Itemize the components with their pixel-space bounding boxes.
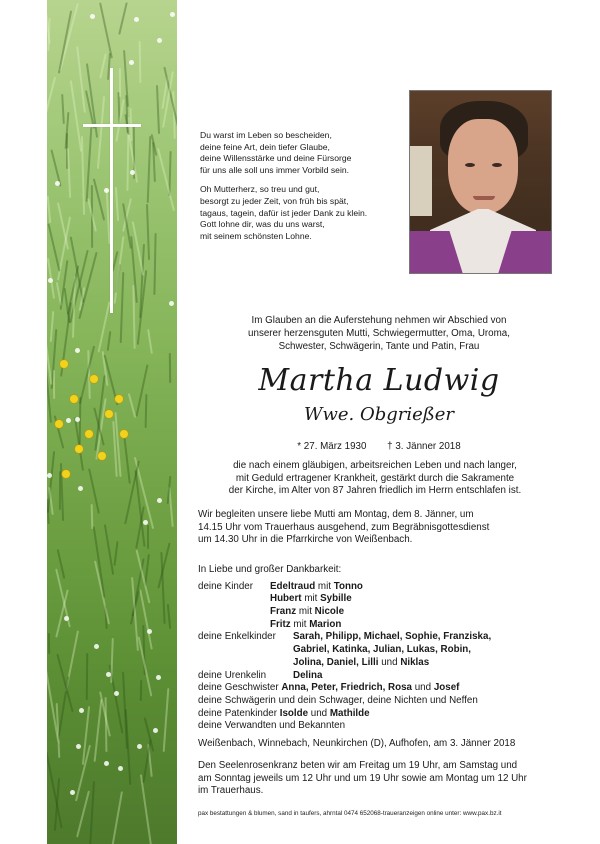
deceased-name: Martha Ludwig — [258, 363, 500, 398]
inlaws-line: deine Schwägerin und dein Schwager, deine Nichten und Neffen — [198, 694, 478, 706]
text-line: im Trauerhaus. — [198, 785, 264, 797]
daisy-icon — [64, 616, 69, 621]
grass-blade — [156, 85, 160, 134]
flower-icon — [62, 470, 70, 478]
family-list — [198, 564, 558, 733]
text-line: die nach einem gläubigen, arbeitsreichen Leben und nach langer, — [233, 460, 517, 471]
daisy-icon — [76, 744, 81, 749]
grass-blade — [58, 10, 72, 73]
siblings-entry — [198, 682, 459, 695]
birth-date: * 27. März 1930 — [297, 441, 367, 452]
grass-blade — [97, 96, 105, 169]
grass-blade — [163, 688, 170, 752]
daisy-icon — [47, 473, 52, 478]
poem — [200, 130, 410, 250]
daisy-icon — [106, 672, 111, 677]
text-line: der Kirche, im Alter von 87 Jahren friedlich im Herrn entschlafen ist. — [228, 485, 522, 497]
und-word: und — [381, 656, 398, 668]
daisy-icon — [147, 629, 152, 634]
daisy-icon — [70, 790, 75, 795]
flower-icon — [75, 445, 83, 453]
godchildren-entry — [198, 708, 370, 721]
grass-blade — [147, 525, 149, 549]
siblings-label: deine Geschwister — [198, 682, 279, 694]
daisy-icon — [157, 38, 162, 43]
und-word: und — [310, 707, 328, 719]
daisy-icon — [130, 170, 135, 175]
text-line: Den Seelenrosenkranz beten wir am Freitag um 19 Uhr, am Samstag und — [198, 760, 518, 771]
flower-icon — [85, 430, 93, 438]
daisy-icon — [134, 17, 139, 22]
godchild-name: Isolde — [279, 707, 309, 719]
text-line: mit Geduld ertragener Krankheit, gestärkt durch die Sakramente — [235, 472, 515, 484]
flower-icon — [115, 395, 123, 403]
poem-line: deine feine Art, dein tiefer Glaube, — [200, 141, 330, 152]
poem-stanza-2 — [200, 184, 410, 242]
spouse-name: Marion — [309, 618, 342, 630]
flower-icon — [120, 430, 128, 438]
grass-blade — [99, 2, 113, 58]
grandchildren-names — [293, 657, 429, 670]
flower-icon — [90, 375, 98, 383]
grass-blade — [139, 41, 142, 83]
grass-blade — [76, 46, 86, 113]
grass-blade — [93, 178, 105, 220]
place-date-line: Weißenbach, Winnebach, Neunkirchen (D), Aufhofen, am 3. Jänner 2018 — [198, 738, 516, 749]
poem-line: Du warst im Leben so bescheiden, — [200, 130, 332, 140]
daisy-icon — [104, 761, 109, 766]
child-entry — [270, 606, 344, 619]
children-label: deine Kinder — [198, 580, 254, 592]
grass-blade — [153, 233, 156, 295]
grass-blade — [57, 676, 70, 743]
text-line: am Sonntag jeweils um 12 Uhr und um 19 Uhr sowie am Montag um 12 Uhr — [198, 772, 527, 784]
grass-blade — [79, 397, 82, 448]
intro-line: Im Glauben an die Auferstehung nehmen wir Abschied von — [251, 315, 507, 326]
grandchildren-label: deine Enkelkinder — [198, 631, 276, 643]
grass-blade — [107, 331, 112, 351]
mit-word: mit — [293, 618, 307, 630]
poem-line: besorgt zu jeder Zeit, von früh bis spät, — [200, 195, 349, 206]
grass-blade — [94, 699, 103, 762]
intro-text — [198, 314, 560, 353]
daisy-icon — [170, 12, 175, 17]
relatives-line: deine Verwandten und Bekannten — [198, 720, 346, 732]
spouse-name: Sybille — [320, 593, 352, 605]
great-grandchild-label: deine Urenkelin — [198, 669, 267, 681]
grass-blade — [115, 99, 124, 142]
funeral-text — [198, 509, 552, 547]
grass-blade — [76, 791, 90, 838]
flower-icon — [55, 420, 63, 428]
cross-icon-beam — [83, 124, 141, 127]
grass-blade — [119, 68, 121, 97]
child-name: Hubert — [270, 593, 302, 605]
poem-line: mit seinem schönsten Lohne. — [200, 230, 312, 241]
daisy-icon — [48, 278, 53, 283]
grandchildren-names: Gabriel, Katinka, Julian, Lukas, Robin, — [293, 644, 472, 656]
mit-word: mit — [304, 593, 318, 605]
flower-icon — [60, 360, 68, 368]
poem-line: tagaus, tagein, dafür ist jeder Dank zu klein. — [200, 207, 368, 218]
daisy-icon — [66, 418, 71, 423]
grass-blade — [122, 672, 128, 749]
grass-blade — [86, 653, 88, 700]
place-date — [198, 738, 552, 751]
daisy-icon — [90, 14, 95, 19]
grass-blade — [111, 791, 123, 844]
grandchildren-names: Sarah, Philipp, Michael, Sophie, Franziska, — [293, 631, 492, 643]
grass-blade — [157, 542, 170, 588]
child-entry — [270, 619, 341, 632]
daisy-icon — [157, 498, 162, 503]
grass-blade — [110, 638, 114, 683]
grass-blade — [118, 2, 128, 35]
siblings-names: Anna, Peter, Friedrich, Rosa — [281, 682, 412, 694]
grass-blade — [169, 353, 171, 383]
grass-blade — [139, 589, 153, 649]
death-text — [198, 460, 552, 498]
godchildren-label: deine Patenkinder — [198, 707, 277, 719]
daisy-icon — [156, 675, 161, 680]
grass-blade — [128, 393, 136, 418]
grandchild-name: Niklas — [400, 656, 430, 668]
daisy-icon — [129, 60, 134, 65]
life-dates — [198, 440, 560, 453]
grass-blade — [47, 18, 50, 51]
text-line: 14.15 Uhr vom Trauerhaus ausgehend, zum Begräbnisgottesdienst — [198, 521, 490, 533]
rosary-text — [198, 760, 552, 798]
poem-stanza-1 — [200, 130, 410, 176]
grass-blade — [65, 112, 70, 149]
death-date: † 3. Jänner 2018 — [387, 441, 461, 452]
sibling-name: Josef — [433, 682, 460, 694]
daisy-icon — [114, 691, 119, 696]
footer-credit: pax bestattungen & blumen, sand in taufers, ahrntal 0474 652068-traueranzeigen online unter: www.pax.bz.it — [198, 810, 502, 817]
daisy-icon — [75, 417, 80, 422]
grass-blade — [115, 187, 119, 221]
family-heading: In Liebe und großer Dankbarkeit: — [198, 564, 342, 575]
grass-blade — [140, 774, 152, 844]
grass-blade — [48, 633, 50, 654]
poem-line: Gott lohne dir, was du uns warst, — [200, 219, 325, 230]
grandchildren-names-part: Jolina, Daniel, Lilli — [293, 656, 379, 668]
text-line: um 14.30 Uhr in die Pfarrkirche von Weißenbach. — [198, 534, 413, 546]
child-name: Edeltraud — [270, 580, 316, 592]
daisy-icon — [137, 744, 142, 749]
grass-blade — [147, 329, 153, 354]
daisy-icon — [94, 644, 99, 649]
grass-blade — [91, 504, 94, 529]
poem-line: deine Willensstärke und deine Fürsorge — [200, 153, 352, 164]
grass-blade — [147, 136, 152, 203]
grass-blade — [123, 435, 131, 484]
mit-word: mit — [298, 606, 312, 618]
grass-blade — [53, 370, 55, 399]
und-word: und — [414, 682, 432, 694]
flower-icon — [70, 395, 78, 403]
grass-blade — [113, 541, 118, 566]
daisy-icon — [75, 348, 80, 353]
daisy-icon — [153, 728, 158, 733]
poem-line: für uns alle soll uns immer Vorbild sein. — [200, 164, 350, 175]
intro-line: unserer herzensguten Mutti, Schwiegermutter, Oma, Uroma, — [248, 328, 510, 339]
daisy-icon — [78, 486, 83, 491]
child-entry — [270, 581, 363, 594]
text-line: Wir begleiten unsere liebe Mutti am Montag, dem 8. Jänner, um — [198, 509, 474, 520]
grass-blade — [104, 524, 114, 575]
godchild-name: Mathilde — [329, 707, 370, 719]
grass-blade — [140, 680, 142, 701]
poem-line: Oh Mutterherz, so treu und gut, — [200, 184, 320, 195]
grass-blade — [61, 94, 65, 124]
grass-blade — [157, 148, 175, 211]
portrait-photo — [409, 90, 552, 274]
grass-blade — [120, 272, 125, 343]
daisy-icon — [143, 520, 148, 525]
spouse-name: Tonno — [333, 580, 363, 592]
deceased-maiden-name: Wwe. Obgrießer — [303, 404, 455, 425]
daisy-icon — [169, 301, 174, 306]
child-name: Franz — [270, 606, 297, 618]
child-entry — [270, 593, 352, 606]
grass-blade — [47, 77, 56, 134]
grass-blade — [146, 204, 150, 260]
daisy-icon — [79, 708, 84, 713]
cross-icon — [110, 68, 113, 313]
daisy-icon — [118, 766, 123, 771]
daisy-icon — [104, 188, 109, 193]
grass-blade — [50, 311, 55, 342]
intro-line: Schwester, Schwägerin, Tante und Patin, Frau — [278, 341, 480, 352]
grass-blade — [145, 394, 148, 428]
flower-icon — [98, 452, 106, 460]
great-grandchild-name: Delina — [293, 669, 323, 681]
spouse-name: Nicole — [314, 606, 345, 618]
child-name: Fritz — [270, 618, 291, 630]
grass-blade — [167, 604, 171, 629]
mit-word: mit — [317, 580, 331, 592]
grass-blade — [67, 148, 71, 198]
flower-icon — [105, 410, 113, 418]
grass-blade — [99, 53, 107, 79]
grass-blade — [47, 196, 51, 223]
daisy-icon — [55, 181, 60, 186]
